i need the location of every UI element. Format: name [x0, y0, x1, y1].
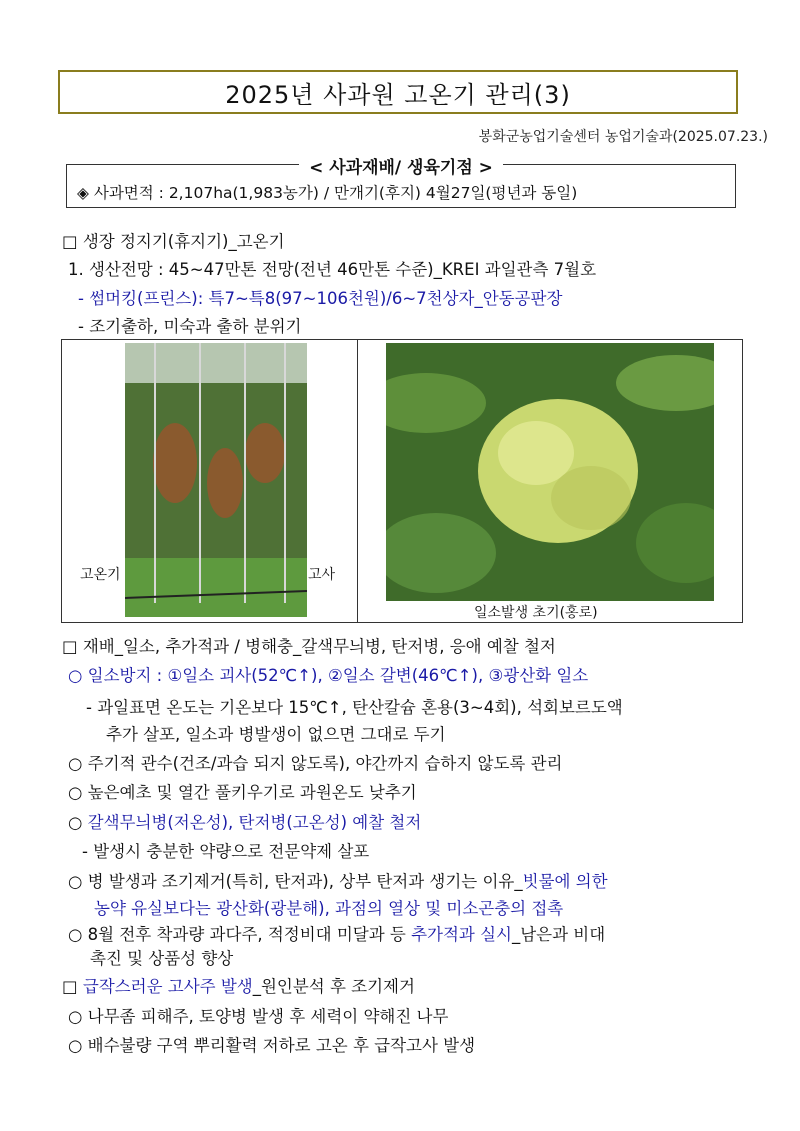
section3-heading-rest: _원인분석 후 조기제거 — [252, 977, 415, 996]
bullet-irrigation: ○ 주기적 관수(건조/과습 되지 않도록), 야간까지 습하지 않도록 관리 — [68, 754, 563, 773]
thinning-line2: 촉진 및 상품성 향상 — [90, 949, 234, 968]
section1-item1: 1. 생산전망 : 45~47만톤 전망(전년 46만톤 수준)_KREI 과일관측 7월호 — [68, 260, 597, 279]
section3-box: □ — [62, 977, 78, 996]
bullet-circle: ○ — [68, 813, 83, 832]
section1-sub1: - 썸머킹(프린스): 특7~특8(97~106천원)/6~7천상자_안동공판장 — [78, 289, 563, 308]
apple-sunburn-photo — [386, 343, 714, 601]
bullet-disease-removal — [68, 868, 608, 892]
thinning-tail: _남은과 비대 — [511, 925, 606, 944]
sunburn-sub-line1: - 과일표면 온도는 기온보다 15℃↑, 탄산칼슘 혼용(3~4회), 석회보르도액 — [86, 698, 623, 717]
disease-removal-line2: 농약 유실보다는 광산화(광분해), 과점의 열상 및 미소곤충의 접촉 — [94, 899, 564, 918]
thinning-highlight: 추가적과 실시 — [411, 925, 512, 944]
growth-heading: < 사과재배/ 생육기점 > — [299, 158, 503, 178]
photo-label-dead: 고사 — [308, 567, 336, 583]
section2-heading: □ 재배_일소, 추가적과 / 병해충_갈색무늬병, 탄저병, 응애 예찰 철저 — [62, 637, 556, 656]
bullet-drainage: ○ 배수불량 구역 뿌리활력 저하로 고온 후 급작고사 발생 — [68, 1036, 476, 1055]
photo-divider — [357, 339, 358, 623]
disease-monitoring-text: 갈색무늬병(저온성), 탄저병(고온성) 예찰 철저 — [87, 813, 422, 832]
section3-heading — [62, 973, 415, 997]
photo-caption-sunburn: 일소발생 초기(홍로) — [474, 605, 598, 621]
disease-removal-highlight: 빗물에 의한 — [522, 872, 608, 891]
section3-heading-highlight: 급작스러운 고사주 발생 — [82, 977, 253, 996]
photo-label-heat: 고온기 — [80, 567, 121, 583]
dateline: 봉화군농업기술센터 농업기술과(2025.07.23.) — [478, 129, 768, 145]
growth-line: ◈ 사과면적 : 2,107ha(1,983농가) / 만개기(후지) 4월27일(평년과 동일) — [77, 184, 578, 202]
section1-sub2: - 조기출하, 미숙과 출하 분위기 — [78, 317, 302, 336]
disease-sub: - 발생시 충분한 약량으로 전문약제 살포 — [82, 842, 370, 861]
growth-info-box — [66, 158, 736, 208]
document-title: 2025년 사과원 고온기 관리(3) — [58, 70, 738, 114]
thinning-text: ○ 8월 전후 착과량 과다주, 적정비대 미달과 등 — [68, 925, 412, 944]
bullet-disease-monitoring — [68, 809, 421, 833]
bullet-mowing: ○ 높은예초 및 열간 풀키우기로 과원온도 낮추기 — [68, 783, 417, 802]
disease-removal-text: ○ 병 발생과 조기제거(특히, 탄저과), 상부 탄저과 생기는 이유_ — [68, 872, 523, 891]
bullet-weak-trees: ○ 나무좀 피해주, 토양병 발생 후 세력이 약해진 나무 — [68, 1007, 449, 1026]
bullet-extra-thinning — [68, 921, 605, 945]
bullet-sunburn-prevention: ○ 일소방지 : ①일소 괴사(52℃↑), ②일소 갈변(46℃↑), ③광산화 일소 — [68, 666, 589, 685]
section1-heading: □ 생장 정지기(휴지기)_고온기 — [62, 232, 285, 251]
orchard-photo — [125, 343, 307, 617]
sunburn-sub-line2: 추가 살포, 일소과 병발생이 없으면 그대로 두기 — [106, 725, 446, 744]
